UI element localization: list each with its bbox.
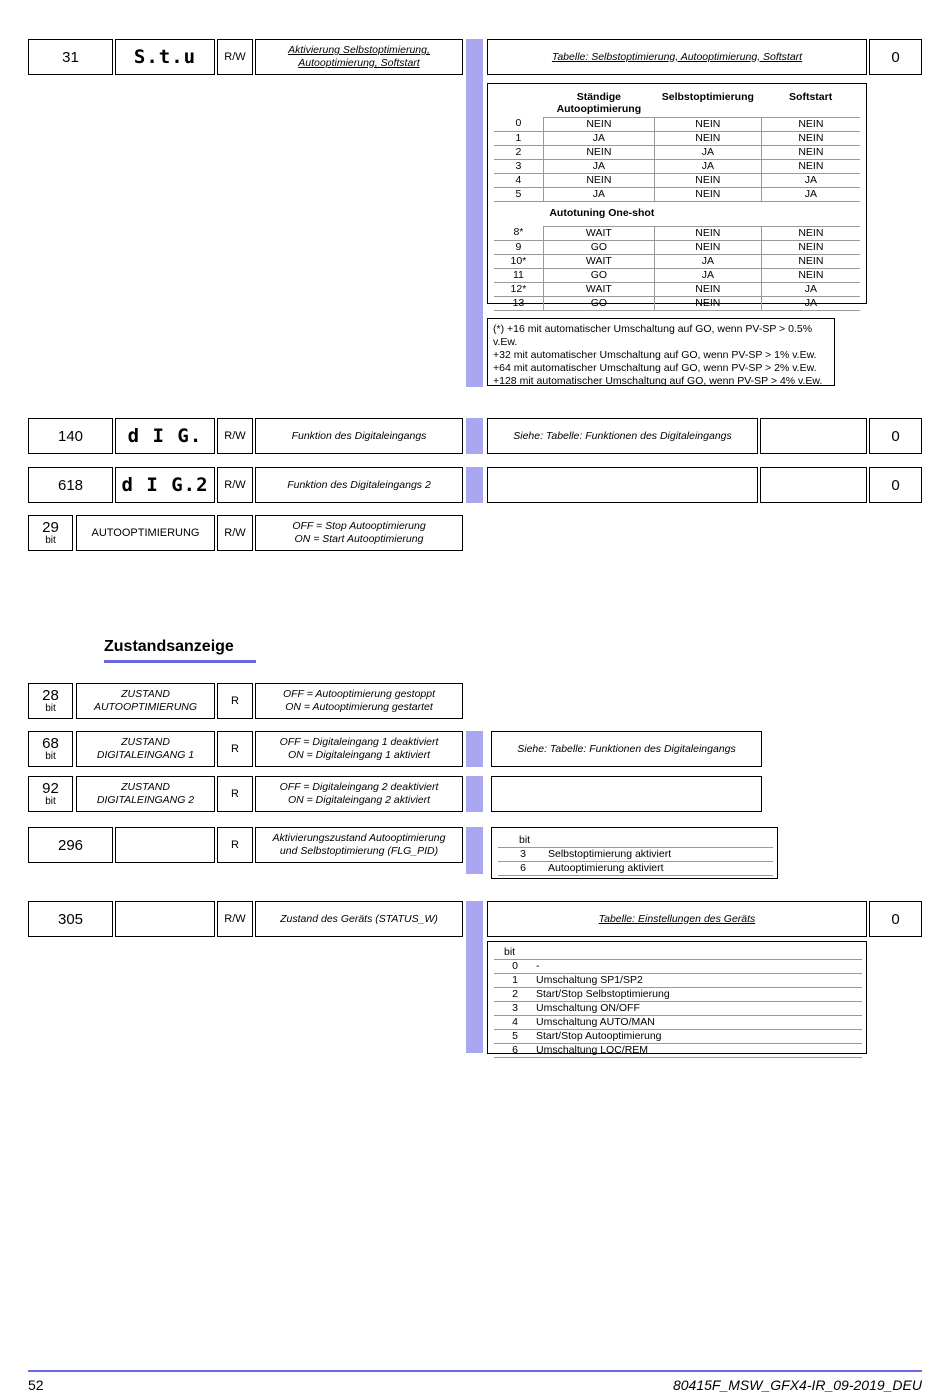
- bit-address-92: [28, 776, 73, 812]
- cell-value: JA: [761, 187, 860, 201]
- address-296: 296: [28, 827, 113, 863]
- address-305: 305: [28, 901, 113, 937]
- name-line: AUTOOPTIMIERUNG: [93, 701, 198, 713]
- bit-description: Umschaltung ON/OFF: [536, 1002, 862, 1016]
- table-subheader-label: Autotuning One-shot: [543, 201, 860, 226]
- access-296: R: [217, 827, 253, 863]
- cell-value: NEIN: [654, 187, 761, 201]
- table-row: [494, 1030, 862, 1044]
- cell-value: NEIN: [761, 268, 860, 282]
- bit-label: bit: [45, 751, 56, 762]
- note-line: +64 mit automatischer Umschaltung auf GO, wenn PV-SP > 2% v.Ew.: [493, 362, 817, 374]
- bit-number: 4: [494, 1016, 536, 1030]
- table-row: [494, 254, 860, 268]
- name-29: AUTOOPTIMIERUNG: [76, 515, 215, 551]
- empty-cell: [491, 776, 762, 812]
- description-line: ON = Start Autooptimierung: [294, 533, 424, 545]
- accent-bar: [466, 827, 483, 874]
- table-row: [494, 173, 860, 187]
- bit-number: 68: [42, 735, 59, 752]
- flg-pid-table-grid: [498, 834, 773, 876]
- table-header: bit: [498, 834, 773, 848]
- description-line: OFF = Stop Autooptimierung: [292, 520, 426, 532]
- cell-value: GO: [543, 268, 654, 282]
- access-618: R/W: [217, 467, 253, 503]
- access-28: R: [217, 683, 253, 719]
- table-header: Softstart: [761, 91, 860, 117]
- description-line: ON = Digitaleingang 2 aktiviert: [287, 794, 431, 806]
- section-title-underline: [104, 660, 256, 663]
- row-code: 11: [494, 268, 543, 282]
- row-code: 0: [494, 117, 543, 131]
- cell-value: WAIT: [543, 254, 654, 268]
- description-305: Zustand des Geräts (STATUS_W): [255, 901, 463, 937]
- table-row: [498, 848, 773, 862]
- accent-bar: [466, 731, 483, 767]
- cell-value: JA: [654, 145, 761, 159]
- table-row: [494, 145, 860, 159]
- bit-number: 6: [494, 1044, 536, 1058]
- bit-number: 6: [498, 862, 548, 876]
- bit-number: 3: [498, 848, 548, 862]
- bit-number: 3: [494, 1002, 536, 1016]
- description-31-line1: Aktivierung Selbstoptimierung,: [288, 44, 430, 56]
- table-row: [494, 1002, 862, 1016]
- description-31-line2: Autooptimierung, Softstart: [298, 57, 420, 69]
- bit-address-68: [28, 731, 73, 767]
- bit-description: -: [536, 960, 862, 974]
- description-line: OFF = Autooptimierung gestoppt: [282, 688, 436, 700]
- bit-address-28: [28, 683, 73, 719]
- row-code: 12*: [494, 282, 543, 296]
- cell-value: NEIN: [543, 145, 654, 159]
- table-row: [494, 1016, 862, 1030]
- table-row: [494, 131, 860, 145]
- table-row: [494, 1044, 862, 1058]
- bit-label: bit: [45, 535, 56, 546]
- accent-bar: [466, 901, 483, 1053]
- name-line: ZUSTAND: [121, 781, 170, 793]
- access-92: R: [217, 776, 253, 812]
- cell-value: NEIN: [654, 117, 761, 131]
- flg-pid-table: [491, 827, 778, 879]
- default-140: 0: [869, 418, 922, 454]
- accent-bar: [466, 776, 483, 812]
- table-row: [494, 988, 862, 1002]
- page-number: 52: [28, 1377, 44, 1393]
- table-header: [494, 201, 543, 226]
- row-code: 8*: [494, 226, 543, 240]
- cell-value: JA: [654, 159, 761, 173]
- access-68: R: [217, 731, 253, 767]
- reference-140[interactable]: Siehe: Tabelle: Funktionen des Digitaleingangs: [487, 418, 758, 454]
- device-settings-table-grid: [494, 946, 862, 1058]
- description-92: [255, 776, 463, 812]
- accent-bar: [466, 467, 483, 503]
- bit-number: 29: [42, 519, 59, 536]
- reference-305[interactable]: Tabelle: Einstellungen des Geräts: [487, 901, 867, 937]
- bit-label: bit: [45, 703, 56, 714]
- cell-value: WAIT: [543, 226, 654, 240]
- description-29: [255, 515, 463, 551]
- document-id: 80415F_MSW_GFX4-IR_09-2019_DEU: [672, 1377, 922, 1393]
- table-row: [494, 296, 860, 310]
- reference-31[interactable]: Tabelle: Selbstoptimierung, Autooptimierung, Softstart: [487, 39, 867, 75]
- row-code: 1: [494, 131, 543, 145]
- cell-value: NEIN: [543, 117, 654, 131]
- table-row: [494, 960, 862, 974]
- bit-description: Umschaltung SP1/SP2: [536, 974, 862, 988]
- bit-description: Umschaltung AUTO/MAN: [536, 1016, 862, 1030]
- optimization-table: [487, 83, 867, 309]
- bit-number: 1: [494, 974, 536, 988]
- address-618: 618: [28, 467, 113, 503]
- name-line: ZUSTAND: [121, 688, 170, 700]
- cell-value: NEIN: [543, 173, 654, 187]
- empty-cell: [760, 467, 867, 503]
- table-header: bit: [494, 946, 862, 960]
- table-row: [494, 187, 860, 201]
- default-31: 0: [869, 39, 922, 75]
- cell-value: NEIN: [654, 240, 761, 254]
- cell-value: NEIN: [761, 131, 860, 145]
- description-28: [255, 683, 463, 719]
- description-140: Funktion des Digitaleingangs: [255, 418, 463, 454]
- table-row: [494, 240, 860, 254]
- name-68: [76, 731, 215, 767]
- name-28: [76, 683, 215, 719]
- device-settings-table: [487, 941, 867, 1054]
- cell-value: GO: [543, 240, 654, 254]
- section-title: Zustandsanzeige: [104, 638, 234, 655]
- description-31: [255, 39, 463, 75]
- bit-number: 2: [494, 988, 536, 1002]
- access-305: R/W: [217, 901, 253, 937]
- cell-value: WAIT: [543, 282, 654, 296]
- description-line: OFF = Digitaleingang 2 deaktiviert: [279, 781, 439, 793]
- accent-bar: [466, 418, 483, 454]
- row-code: 3: [494, 159, 543, 173]
- notes-box: [487, 318, 835, 386]
- address-31: 31: [28, 39, 113, 75]
- cell-value: NEIN: [761, 226, 860, 240]
- name-92: [76, 776, 215, 812]
- cell-value: JA: [761, 282, 860, 296]
- optimization-table-grid: [494, 91, 860, 311]
- cell-value: NEIN: [654, 296, 761, 310]
- description-68: [255, 731, 463, 767]
- bit-address-29: [28, 515, 73, 551]
- address-140: 140: [28, 418, 113, 454]
- accent-bar: [466, 39, 483, 387]
- cell-value: NEIN: [761, 254, 860, 268]
- cell-value: NEIN: [761, 145, 860, 159]
- description-line: Aktivierungszustand Autooptimierung: [272, 832, 446, 844]
- table-row: [494, 268, 860, 282]
- cell-value: NEIN: [654, 226, 761, 240]
- bit-label: bit: [45, 796, 56, 807]
- description-618: Funktion des Digitaleingangs 2: [255, 467, 463, 503]
- bit-number: 5: [494, 1030, 536, 1044]
- row-code: 10*: [494, 254, 543, 268]
- cell-value: JA: [654, 254, 761, 268]
- row-code: 2: [494, 145, 543, 159]
- default-305: 0: [869, 901, 922, 937]
- cell-value: NEIN: [761, 159, 860, 173]
- bit-number: 92: [42, 780, 59, 797]
- cell-value: NEIN: [761, 117, 860, 131]
- empty-cell: [115, 827, 215, 863]
- access-140: R/W: [217, 418, 253, 454]
- default-618: 0: [869, 467, 922, 503]
- bit-description: Start/Stop Autooptimierung: [536, 1030, 862, 1044]
- table-row: [494, 159, 860, 173]
- table-row: [494, 282, 860, 296]
- table-row: [494, 226, 860, 240]
- empty-cell: [760, 418, 867, 454]
- display-code-dig: d I G.: [115, 418, 215, 454]
- cell-value: GO: [543, 296, 654, 310]
- description-line: ON = Autooptimierung gestartet: [285, 701, 433, 713]
- reference-68[interactable]: Siehe: Tabelle: Funktionen des Digitaleingangs: [491, 731, 762, 767]
- note-line: +32 mit automatischer Umschaltung auf GO, wenn PV-SP > 1% v.Ew.: [493, 349, 817, 361]
- cell-value: NEIN: [654, 131, 761, 145]
- table-header: Selbstoptimierung: [654, 91, 761, 117]
- footer-divider: [28, 1370, 922, 1372]
- empty-cell: [115, 901, 215, 937]
- bit-description: Umschaltung LOC/REM: [536, 1044, 862, 1058]
- row-code: 5: [494, 187, 543, 201]
- access-31: R/W: [217, 39, 253, 75]
- table-subheader: [494, 201, 860, 226]
- bit-description: Autooptimierung aktiviert: [548, 862, 773, 876]
- table-row: [494, 974, 862, 988]
- note-line: (*) +16 mit automatischer Umschaltung auf GO, wenn PV-SP > 0.5% v.Ew.: [493, 323, 813, 348]
- bit-number: 28: [42, 687, 59, 704]
- cell-value: JA: [761, 173, 860, 187]
- display-code-dig2: d I G.2: [115, 467, 215, 503]
- cell-value: JA: [761, 296, 860, 310]
- name-line: DIGITALEINGANG 1: [96, 749, 195, 761]
- description-line: und Selbstoptimierung (FLG_PID): [279, 845, 439, 857]
- table-row: [498, 862, 773, 876]
- row-code: 13: [494, 296, 543, 310]
- cell-value: NEIN: [761, 240, 860, 254]
- description-line: OFF = Digitaleingang 1 deaktiviert: [279, 736, 439, 748]
- cell-value: JA: [654, 268, 761, 282]
- description-296: [255, 827, 463, 863]
- display-code-stu: S.t.u: [115, 39, 215, 75]
- bit-description: Start/Stop Selbstoptimierung: [536, 988, 862, 1002]
- name-line: ZUSTAND: [121, 736, 170, 748]
- cell-value: NEIN: [654, 282, 761, 296]
- row-code: 9: [494, 240, 543, 254]
- empty-cell: [487, 467, 758, 503]
- bit-description: Selbstoptimierung aktiviert: [548, 848, 773, 862]
- bit-number: 0: [494, 960, 536, 974]
- access-29: R/W: [217, 515, 253, 551]
- cell-value: JA: [543, 187, 654, 201]
- description-line: ON = Digitaleingang 1 aktiviert: [287, 749, 431, 761]
- table-header: [494, 91, 543, 117]
- cell-value: NEIN: [654, 173, 761, 187]
- name-line: DIGITALEINGANG 2: [96, 794, 195, 806]
- note-line: +128 mit automatischer Umschaltung auf GO, wenn PV-SP > 4% v.Ew.: [493, 375, 823, 387]
- table-header: Ständige Autooptimierung: [543, 91, 654, 117]
- table-row: [494, 117, 860, 131]
- cell-value: JA: [543, 131, 654, 145]
- cell-value: JA: [543, 159, 654, 173]
- row-code: 4: [494, 173, 543, 187]
